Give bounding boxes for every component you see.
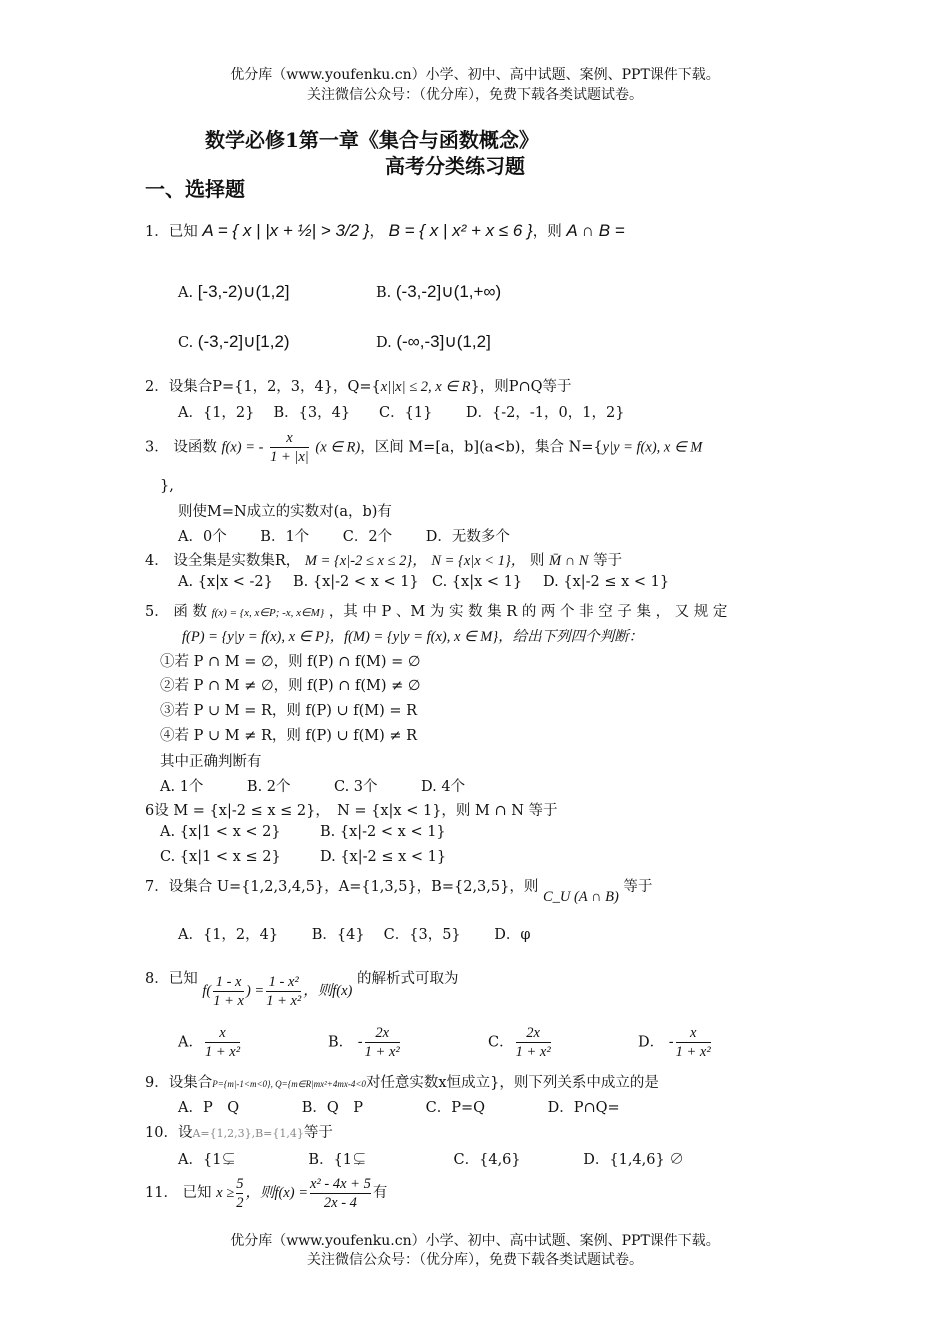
question-5-judgement-1: ①若 P ∩ M = ∅，则 f(P) ∩ f(M) = ∅ [160,654,421,670]
question-1-option-d: D. (-∞,-3]∪(1,2] [376,332,491,351]
question-2-stem: 2．设集合P={1，2，3，4}，Q={x||x| ≤ 2, x ∈ R}，则P∩Q等于 [145,379,572,395]
question-4-option-d: D. {x|-2 ≤ x < 1} [543,574,670,590]
question-1-option-b: B. (-3,-2]∪(1,+∞) [376,282,502,301]
question-6-option-c: C. {x|1 < x ≤ 2} [160,849,281,865]
set-b: B = { x | x² + x ≤ 6 } [388,221,533,240]
question-10-stem: 10．设A={1,2,3},B={1,4}等于 [145,1125,333,1141]
question-1-stem: 1．已知 A = { x | |x + ½| > 3/2 }， B = { x | x² + x ≤ 6 }，则 A ∩ B = [145,221,625,240]
question-4-option-c: C. {x|x < 1} [432,574,523,590]
question-11-stem: 11． 已知 x ≥ $\frac{5}{2}$ ，则f(x) = $\frac{\text{x² - 4x + 5}}{2x - 4}$ 有 [145,1176,388,1211]
question-9-options: A．P Q B．Q P C．P=Q D．P∩Q= [178,1100,620,1116]
footer-line-2: 关注微信公众号：（优分库），免费下载各类试题试卷。 [307,1252,643,1268]
question-1-option-c: C. (-3,-2]∪[1,2) [178,332,290,351]
question-3-options: A．0个 B．1个 C．2个 D．无数多个 [178,529,510,545]
question-4-stem: 4． 设全集是实数集R， M = {x|-2 ≤ x ≤ 2}， N = {x|x < 1}， 则 M̄ ∩ N 等于 [145,553,623,569]
question-8-option-a: A． $\frac{x}{\text{1 + x²}}$ [178,1025,241,1060]
question-10-options: A．{1⊊ B．{1⊊ C．{4,6} D．{1,4,6} ∅ [178,1152,684,1168]
header-line-1: 优分库（www.youfenku.cn）小学、初中、高中试题、案例、PPT课件下载。 [230,67,720,83]
question-5-judgement-3: ③若 P ∪ M = R，则 f(P) ∪ f(M) = R [160,703,418,719]
question-6-option-b: B. {x|-2 < x < 1} [320,824,446,840]
q1-ask: A ∩ B = [566,221,625,240]
question-4-option-b: B. {x|-2 < x < 1} [293,574,419,590]
page-title: 数学必修1第一章《集合与函数概念》 [205,128,539,152]
set-a: A = { x | |x + ½| > 3/2 } [202,221,370,240]
page-subtitle: 高考分类练习题 [385,154,525,178]
question-5-judgement-4: ④若 P ∪ M ≠ R，则 f(P) ∪ f(M) ≠ R [160,728,418,744]
question-8-option-c: C． $\frac{2x}{\text{1 + x²}}$ [488,1025,551,1060]
question-6-stem: 6设 M = {x|-2 ≤ x ≤ 2}， N = {x|x < 1}，则 M ∩ N 等于 [145,803,558,819]
question-3-line-2: 则使M=N成立的实数对(a，b)有 [178,504,392,520]
question-7-stem: 7．设集合 U={1,2,3,4,5}，A={1,3,5}，B={2,3,5}，则 C_U (A ∩ B) 等于 [145,879,653,905]
question-5-line-2: f(P) = {y|y = f(x), x ∈ P}，f(M) = {y|y = f(x), x ∈ M}，给出下列四个判断： [182,629,644,645]
question-7-options: A．{1，2，4} B．{4} C．{3，5} D．φ [178,927,531,943]
question-5-judgement-2: ②若 P ∩ M ≠ ∅，则 f(P) ∩ f(M) ≠ ∅ [160,678,421,694]
question-5-stem: 5． 函 数 f(x) = {x, x∈P; -x, x∈M} ，其 中 P 、M 为 实 数 集 R 的 两 个 非 空 子 集 ， 又 规 定 [145,604,728,620]
section-heading: 一、选择题 [145,177,245,201]
question-6-option-d: D. {x|-2 ≤ x < 1} [320,849,447,865]
question-4-option-a: A. {x|x < -2} [178,574,273,590]
question-3-close: }, [160,478,174,494]
question-5-summary: 其中正确判断有 [160,754,262,770]
footer-line-1: 优分库（www.youfenku.cn）小学、初中、高中试题、案例、PPT课件下载。 [230,1233,720,1249]
question-5-options: A. 1个 B. 2个 C. 3个 D. 4个 [160,779,466,795]
question-8-option-d: D． - $\frac{x}{\text{1 + x²}}$ [638,1025,711,1060]
question-9-stem: 9．设集合P={m|-1<m<0}, Q={m∈R|mx²+4mx-4<0对任意实数x恒成立}，则下列关系中成立的是 [145,1075,659,1091]
question-3-stem: 3． 设函数 f(x) = - $\frac{x}{1 + |x|}$ (x ∈ R)，区间 M=[a，b](a<b)，集合 N={y|y = f(x), x ∈ M [145,430,703,465]
question-8-option-b: B． - $\frac{2x}{\text{1 + x²}}$ [328,1025,400,1060]
question-1-option-a: A. [-3,-2)∪(1,2] [178,282,290,301]
question-6-option-a: A. {x|1 < x < 2} [160,824,281,840]
header-line-2: 关注微信公众号：（优分库），免费下载各类试题试卷。 [307,87,643,103]
question-2-options: A．{1，2} B．{3，4} C．{1} D．{-2，-1，0，1，2} [178,405,625,421]
question-8-stem: 8．已知 f( $\frac{1 - x}{1 + x}$ ) = $\frac{\text{1 - x²}}{\text{1 + x²}}$ ，则f(x) 的解析式可取为 [145,971,459,1009]
